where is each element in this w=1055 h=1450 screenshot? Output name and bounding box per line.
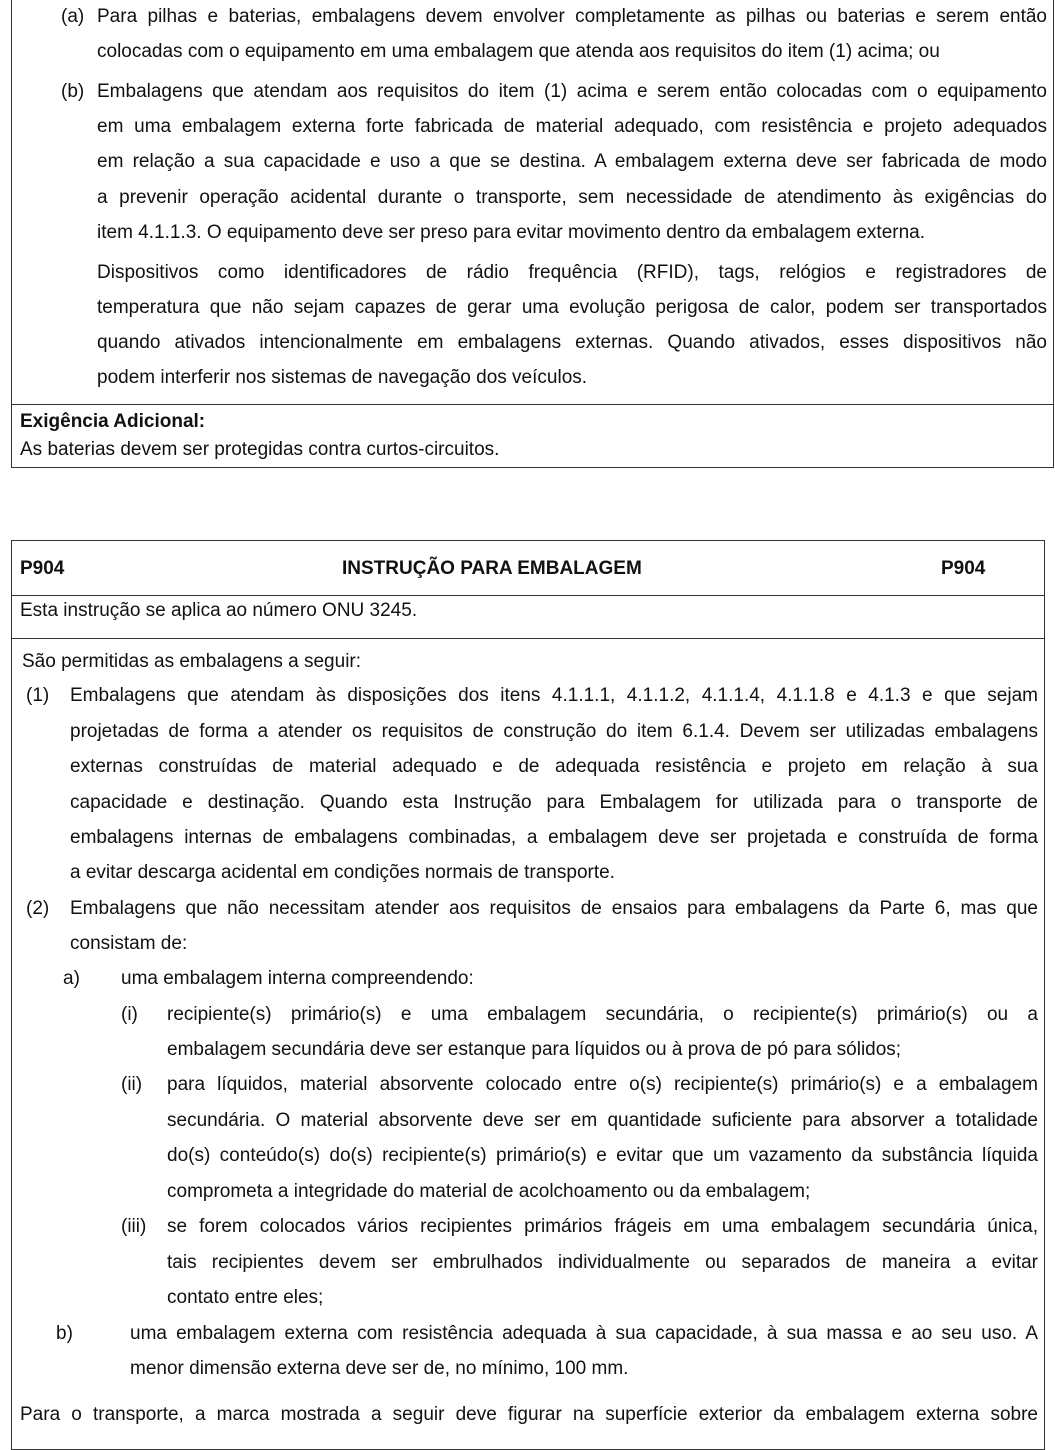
sub-i-line: recipiente(s) primário(s) e uma embalagem secundária, o recipiente(s) primário(s) ou a [167,1004,1038,1025]
prev-section-box [11,0,1054,468]
item1-line: Embalagens que atendam às disposições dos itens 4.1.1.1, 4.1.1.2, 4.1.1.4, 4.1.1.8 e 4.1.3 e que sejam [70,685,1038,706]
sub-iii-marker: (iii) [121,1216,147,1237]
item-b-line: Embalagens que atendam aos requisitos do item (1) acima e serem então colocadas com o equipamento [97,81,1047,102]
sub-b-line: uma embalagem externa com resistência adequada à sua capacidade, à sua massa e ao seu uso. A [130,1323,1038,1344]
sub-iii-line: se forem colocados vários recipientes primários frágeis em uma embalagem secundária única, [167,1216,1038,1237]
divider [12,638,1044,639]
page-title: INSTRUÇÃO PARA EMBALAGEM [342,558,642,579]
p904-box [11,540,1045,1450]
code-left: P904 [20,558,65,579]
applies-text: Esta instrução se aplica ao número ONU 3245. [20,600,418,621]
item1-line: a evitar descarga acidental em condições normais de transporte. [70,862,615,883]
item1-marker: (1) [26,685,50,706]
additional-req-title: Exigência Adicional: [20,411,206,432]
sub-ii-line: secundária. O material absorvente deve ser em quantidade suficiente para absorver a totalidade [167,1110,1038,1131]
sub-iii-line: tais recipientes devem ser embrulhados individualmente ou separados de maneira a evitar [167,1252,1038,1273]
devices-line: Dispositivos como identificadores de rádio frequência (RFID), tags, relógios e registradores de [97,262,1047,283]
sub-ii-marker: (ii) [121,1074,143,1095]
sub-i-marker: (i) [121,1004,138,1025]
sub-i-line: embalagem secundária deve ser estanque para líquidos ou à prova de pó para sólidos; [167,1039,902,1060]
devices-line: temperatura que não sejam capazes de gerar uma evolução perigosa de calor, podem ser transportados [97,297,1047,318]
item1-line: externas construídas de material adequado e de adequada resistência e projeto em relação à sua [70,756,1038,777]
transport-mark-text: Para o transporte, a marca mostrada a seguir deve figurar na superfície exterior da embalagem externa sobre [20,1404,1038,1425]
item-b-line: a prevenir operação acidental durante o transporte, sem necessidade de atendimento às exigências do [97,187,1047,208]
sub-ii-line: para líquidos, material absorvente colocado entre o(s) recipiente(s) primário(s) e a embalagem [167,1074,1038,1095]
item-a-line: colocadas com o equipamento em uma embalagem que atenda aos requisitos do item (1) acima; ou [97,41,940,62]
additional-req-text: As baterias devem ser protegidas contra curtos-circuitos. [20,439,500,460]
sub-ii-line: comprometa a integridade do material de acolchoamento ou da embalagem; [167,1181,811,1202]
item2-line: consistam de: [70,933,188,954]
sub-b-line: menor dimensão externa deve ser de, no mínimo, 100 mm. [130,1358,629,1379]
sub-a-text: uma embalagem interna compreendendo: [121,968,474,989]
item-b-line: item 4.1.1.3. O equipamento deve ser preso para evitar movimento dentro da embalagem externa. [97,222,926,243]
devices-line: quando ativados intencionalmente em embalagens externas. Quando ativados, esses dispositivos não [97,332,1047,353]
intro-text: São permitidas as embalagens a seguir: [22,651,362,672]
item-a-line: Para pilhas e baterias, embalagens devem envolver completamente as pilhas ou baterias e serem então [97,6,1047,27]
item-a-marker: (a) [61,6,85,27]
divider [12,404,1053,405]
sub-iii-line: contato entre eles; [167,1287,324,1308]
item-b-marker: (b) [61,81,85,102]
item2-marker: (2) [26,898,50,919]
item1-line: projetadas de forma a atender os requisitos de construção do item 6.1.4. Devem ser utilizadas embalagens [70,721,1038,742]
item-b-line: em relação a sua capacidade e uso a que se destina. A embalagem externa deve ser fabricada de modo [97,151,1047,172]
item-b-line: em uma embalagem externa forte fabricada de material adequado, com resistência e projeto adequados [97,116,1047,137]
sub-b-marker: b) [56,1323,73,1344]
code-right: P904 [941,558,986,579]
divider [12,595,1044,596]
item1-line: capacidade e destinação. Quando esta Instrução para Embalagem for utilizada para o transporte de [70,792,1038,813]
devices-line: podem interferir nos sistemas de navegação dos veículos. [97,367,588,388]
item2-line: Embalagens que não necessitam atender aos requisitos de ensaios para embalagens da Parte 6, mas que [70,898,1038,919]
item1-line: embalagens internas de embalagens combinadas, a embalagem deve ser projetada e construída de forma [70,827,1038,848]
sub-a-marker: a) [63,968,80,989]
sub-ii-line: do(s) conteúdo(s) do(s) recipiente(s) primário(s) e evitar que um vazamento da substância líquida [167,1145,1038,1166]
